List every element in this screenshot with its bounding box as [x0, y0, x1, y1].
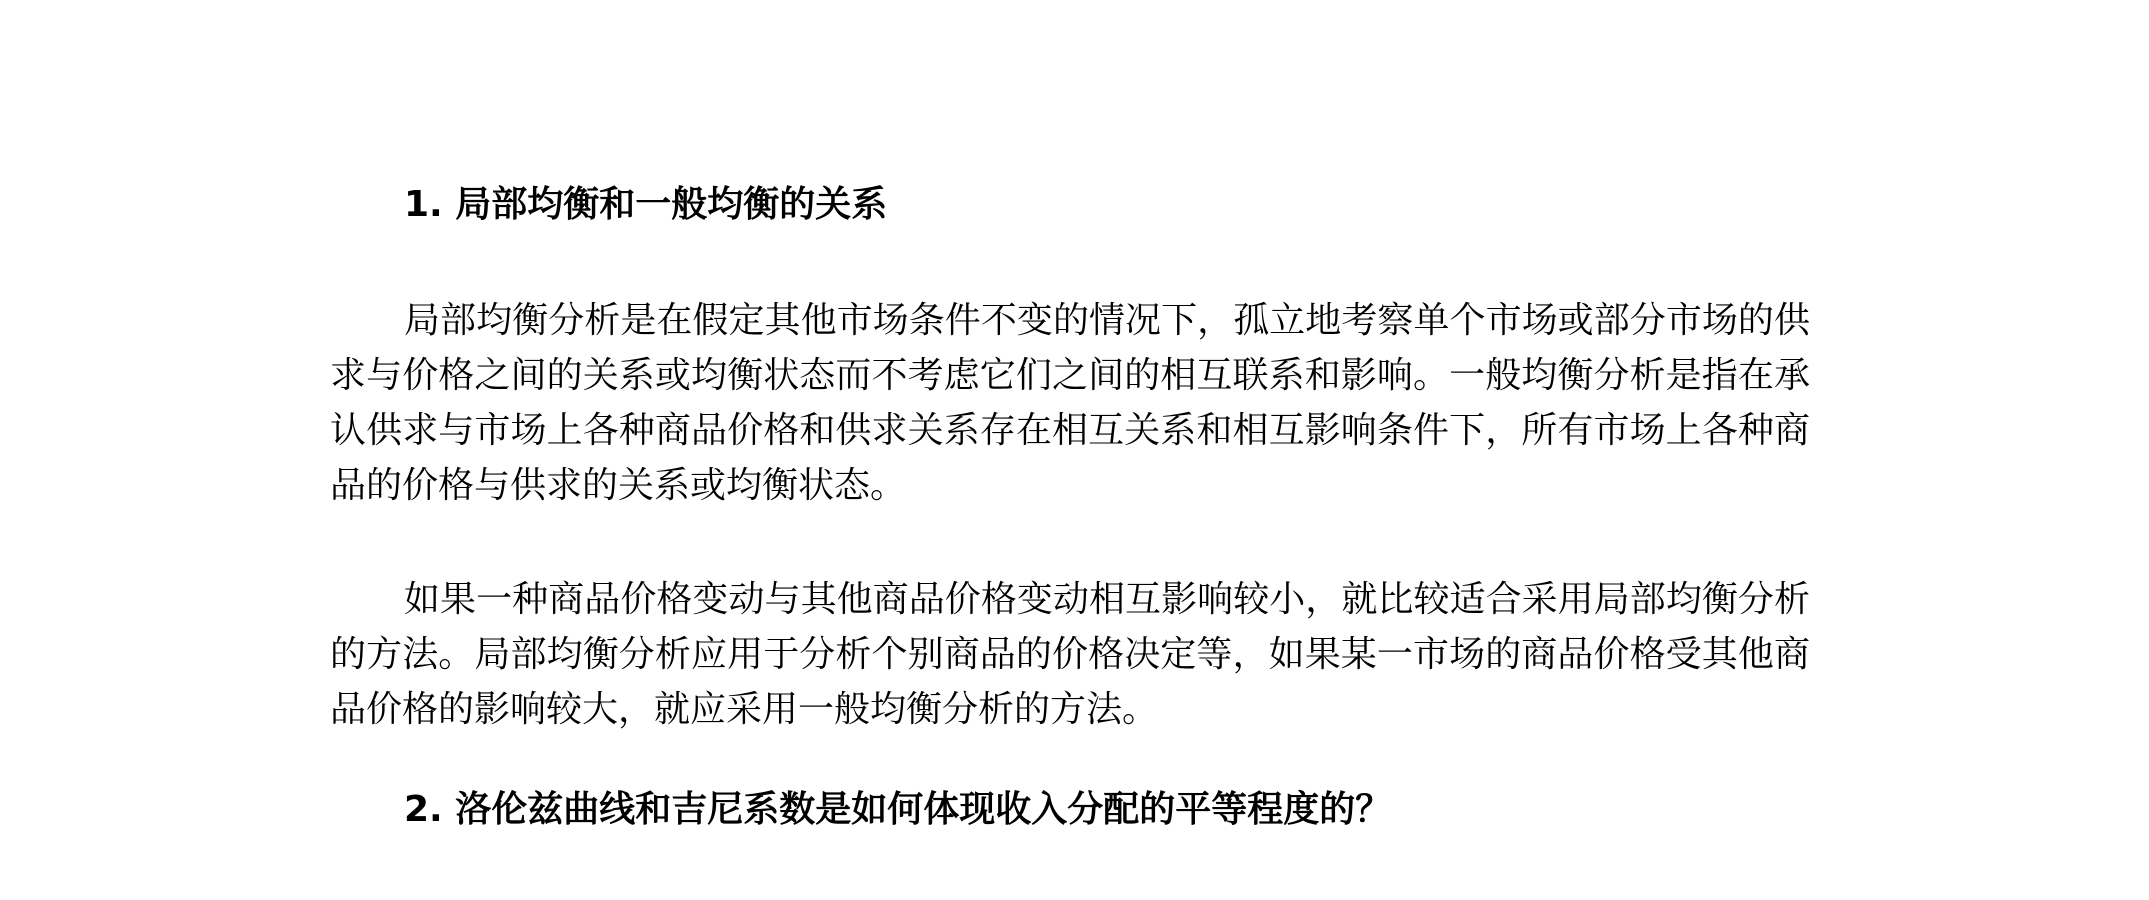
section-number: 1.	[404, 184, 443, 225]
section-heading-2	[404, 785, 1824, 834]
section-heading-1	[404, 180, 1824, 229]
section-number: 2.	[404, 789, 443, 830]
section-title: 洛伦兹曲线和吉尼系数是如何体现收入分配的平等程度的？	[455, 788, 1392, 830]
paragraph: 局部均衡分析是在假定其他市场条件不变的情况下，孤立地考察单个市场或部分市场的供求与价格之间的关系或均衡状态而不考虑它们之间的相互联系和影响。一般均衡分析是指在承认供求与市场上各种商品价格和供求关系存在相互关系和相互影响条件下，所有市场上各种商品的价格与供求的关系或均衡状态。	[330, 300, 1810, 506]
section-title: 局部均衡和一般均衡的关系	[455, 183, 888, 225]
paragraph: 如果一种商品价格变动与其他商品价格变动相互影响较小，就比较适合采用局部均衡分析的方法。局部均衡分析应用于分析个别商品的价格决定等，如果某一市场的商品价格受其他商品价格的影响较大，就应采用一般均衡分析的方法。	[330, 579, 1810, 730]
